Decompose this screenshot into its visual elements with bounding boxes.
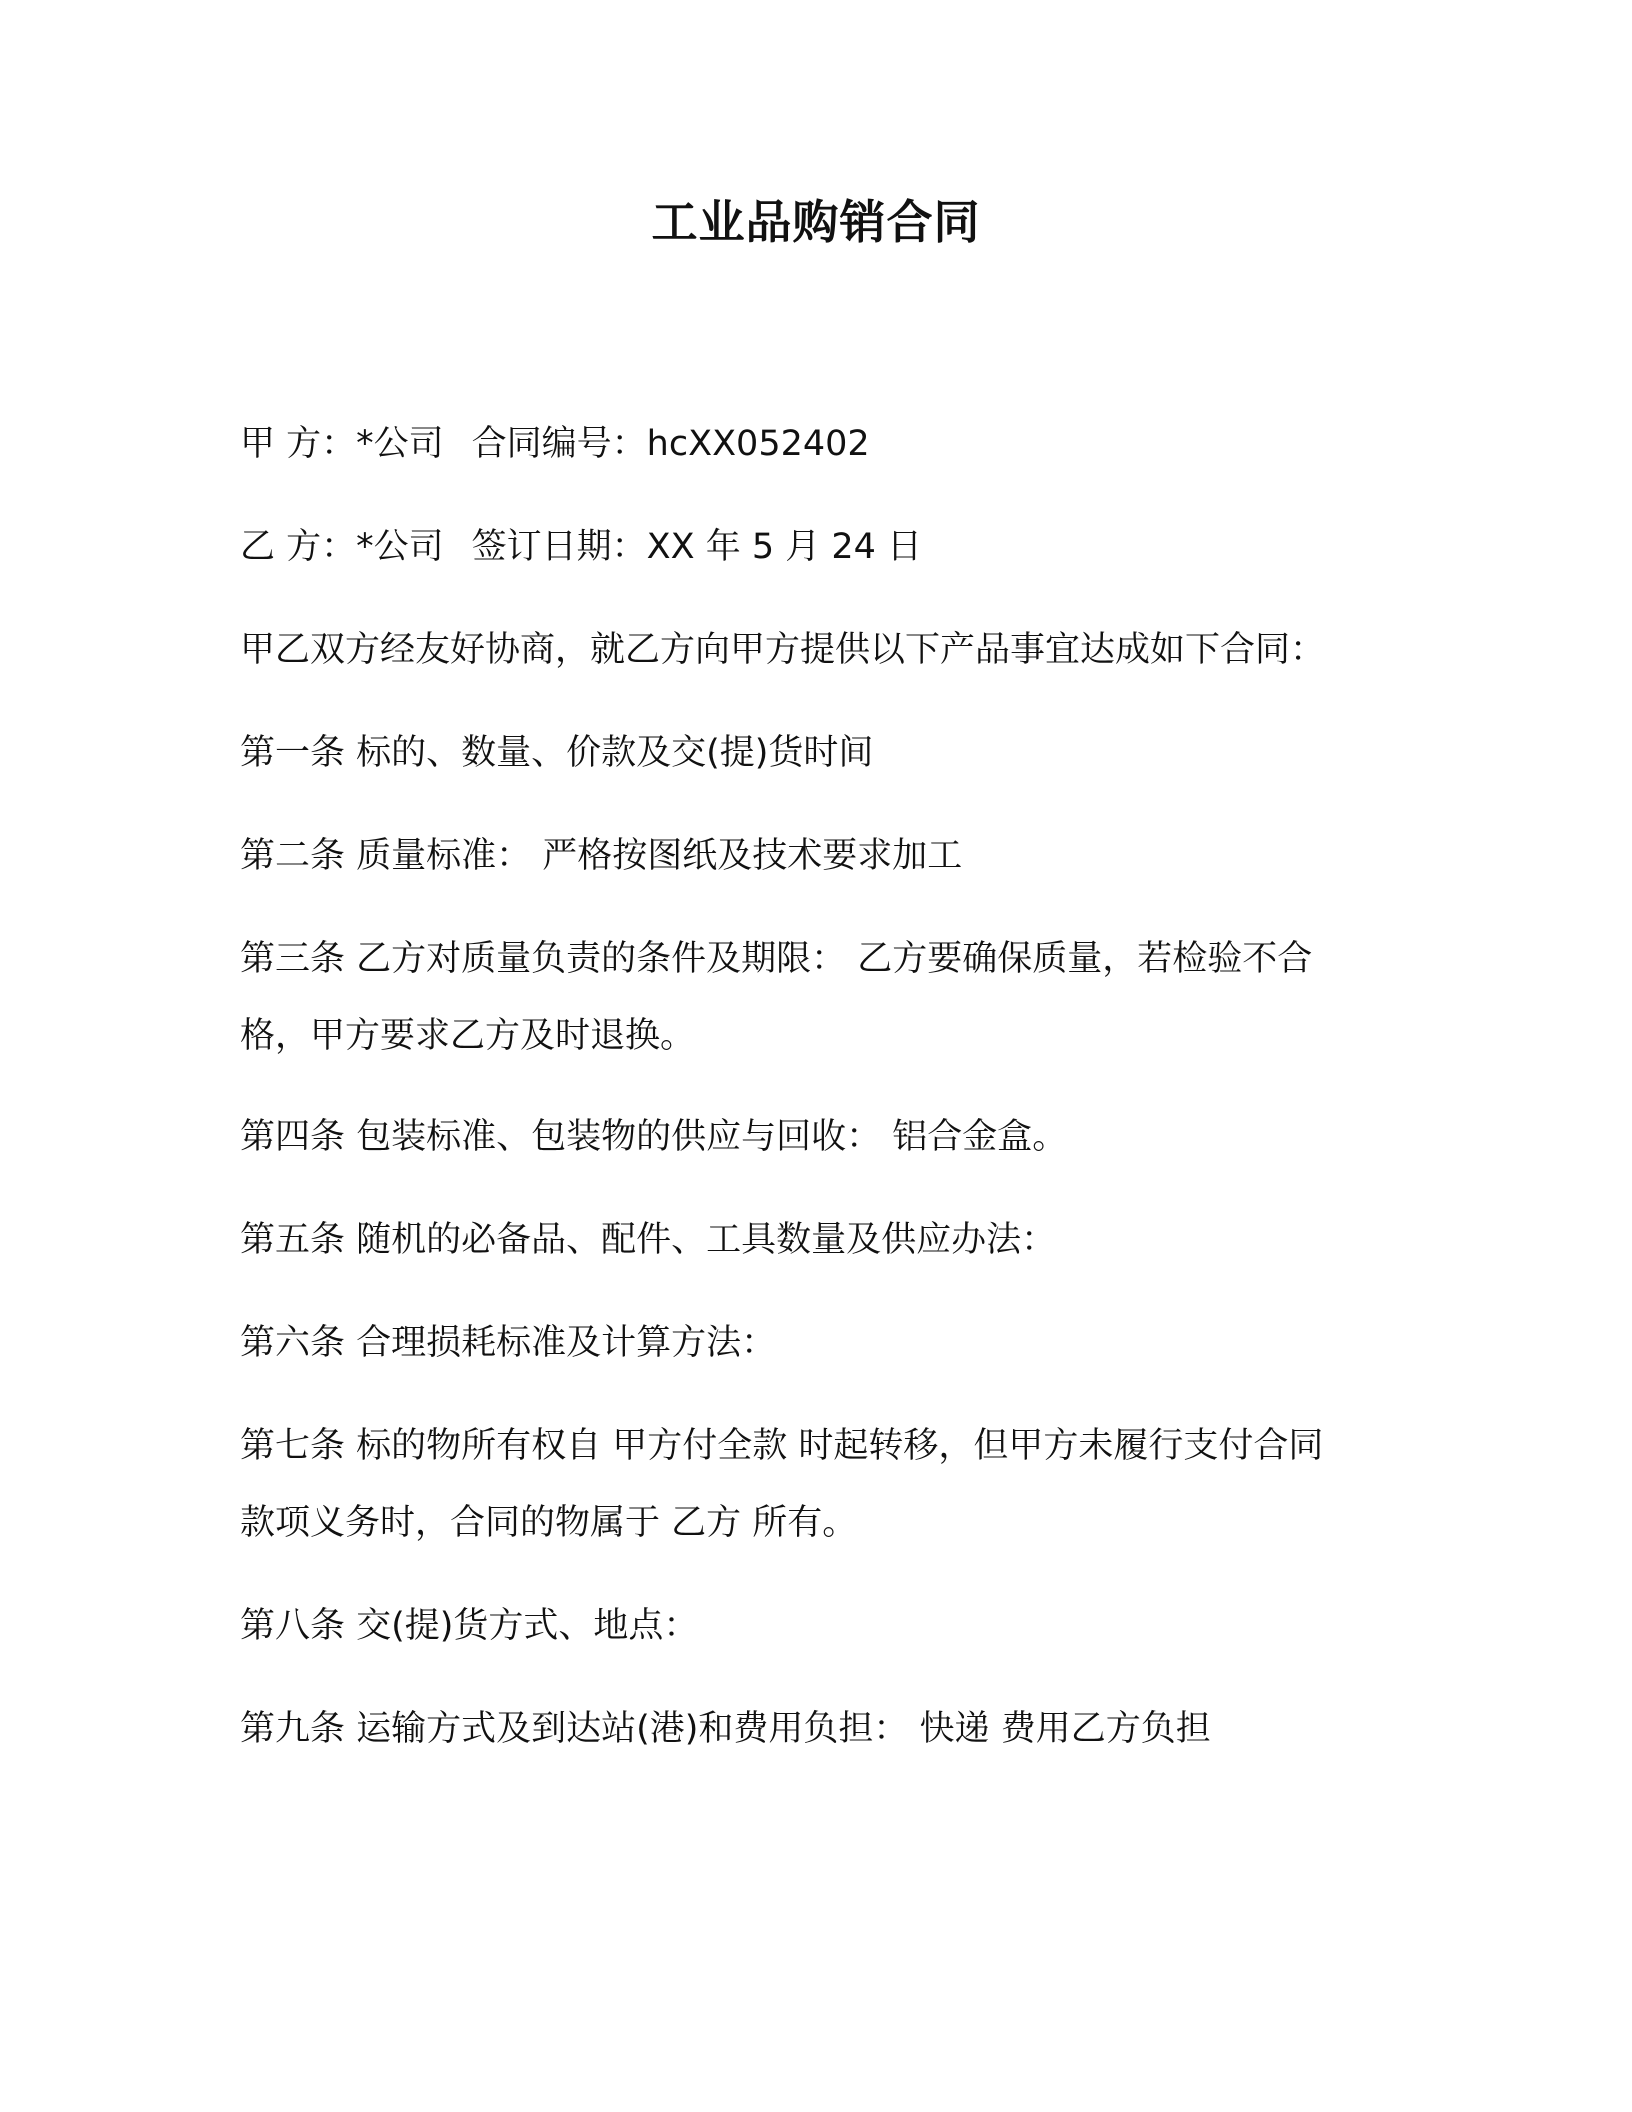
- clause-6: 第六条 合理损耗标准及计算方法：: [240, 1323, 777, 1363]
- clause-3-continuation: 格，甲方要求乙方及时退换。: [240, 1016, 696, 1056]
- clause-4: 第四条 包装标准、包装物的供应与回收： 铝合金盒。: [240, 1117, 1068, 1157]
- contract-number: hcXX052402: [646, 424, 870, 464]
- clause-8: 第八条 交(提)货方式、地点：: [240, 1606, 699, 1646]
- party-a-name: *公司: [356, 424, 444, 464]
- clause-5: 第五条 随机的必备品、配件、工具数量及供应办法：: [240, 1220, 1057, 1260]
- party-b-label: 乙 方：: [240, 527, 357, 567]
- clause-7-continuation: 款项义务时，合同的物属于 乙方 所有。: [240, 1503, 858, 1543]
- clause-2: 第二条 质量标准： 严格按图纸及技术要求加工: [240, 836, 963, 876]
- party-a-line: [240, 420, 1400, 468]
- clause-1: 第一条 标的、数量、价款及交(提)货时间: [240, 733, 874, 773]
- party-b-line: [240, 523, 1400, 571]
- clause-7: 第七条 标的物所有权自 甲方付全款 时起转移，但甲方未履行支付合同: [240, 1426, 1324, 1466]
- party-b-name: *公司: [356, 527, 444, 567]
- intro-paragraph: 甲乙双方经友好协商，就乙方向甲方提供以下产品事宜达成如下合同：: [240, 630, 1326, 670]
- document-title: 工业品购销合同: [651, 195, 981, 249]
- clause-9: 第九条 运输方式及到达站(港)和费用负担： 快递 费用乙方负担: [240, 1709, 1211, 1749]
- contract-body: [240, 0, 1400, 2112]
- contract-number-label: 合同编号：: [471, 424, 647, 464]
- party-a-label: 甲 方：: [240, 424, 357, 464]
- sign-date-label: 签订日期：: [471, 527, 647, 567]
- sign-date: XX 年 5 月 24 日: [646, 527, 923, 567]
- clause-3: 第三条 乙方对质量负责的条件及期限： 乙方要确保质量，若检验不合: [240, 939, 1313, 979]
